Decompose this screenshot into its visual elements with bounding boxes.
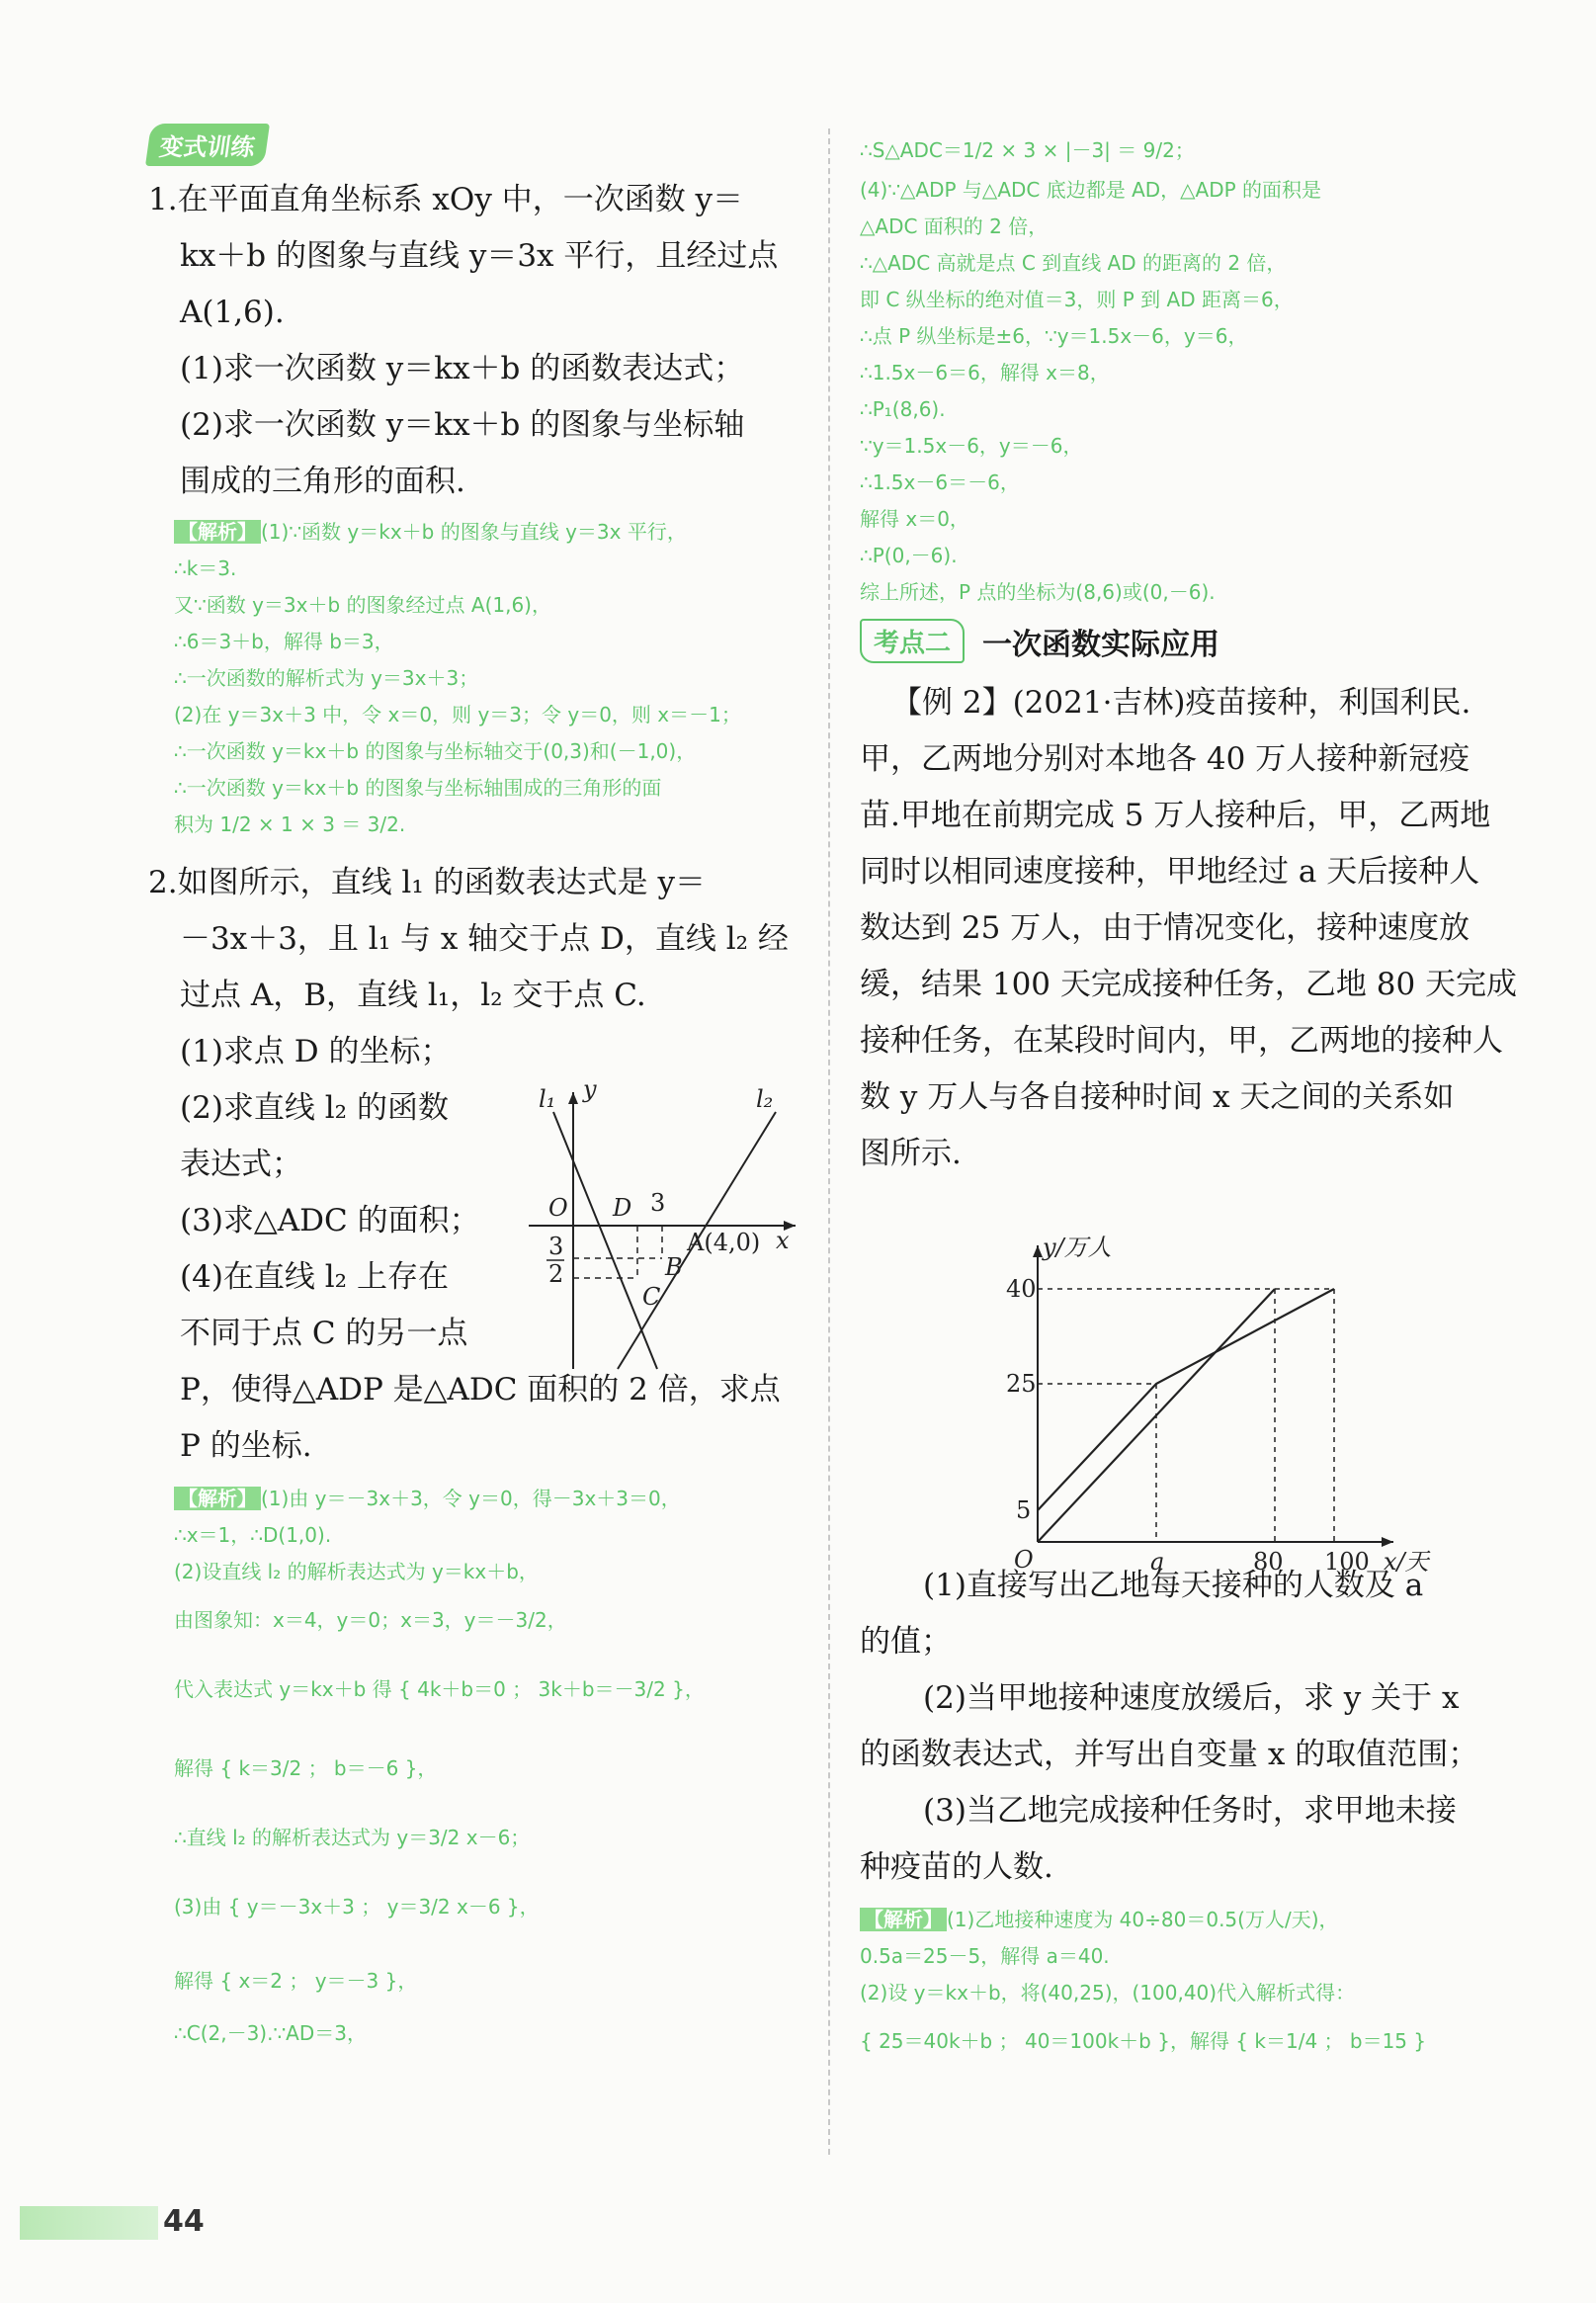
answer-line: 代入表达式 y＝kx＋b 得 { 4k＋b＝0 ； 3k＋b＝－3/2 }， xyxy=(174,1677,705,1701)
example-line: 数 y 万人与各自接种时间 x 天之间的关系如 xyxy=(860,1079,1455,1115)
label-l1: l₁ xyxy=(539,1085,556,1113)
answer-line: ∴x＝1，∴D(1,0). xyxy=(174,1523,332,1547)
q2-figure xyxy=(529,1072,825,1379)
label-o: O xyxy=(548,1194,568,1222)
x-axis-arrow xyxy=(1382,1537,1393,1547)
answer-line: ∴k＝3. xyxy=(174,556,237,580)
q1-line: A(1,6). xyxy=(180,295,285,330)
answer-line: ∴P(0,－6). xyxy=(860,544,958,567)
right-column xyxy=(860,128,1532,2071)
answer-label: 【解析】 xyxy=(174,1487,261,1510)
q2-part: (2)求直线 l₂ 的函数 xyxy=(180,1090,449,1126)
page-number: 44 xyxy=(163,2204,205,2239)
chart-xlabel: x/天 xyxy=(1384,1548,1429,1576)
question-line: (3)当乙地完成接种任务时，求甲地未接 xyxy=(923,1793,1457,1829)
answer-line: (1)由 y＝－3x＋3，令 y＝0，得－3x＋3＝0， xyxy=(261,1487,681,1510)
answer-line: ∴P₁(8,6). xyxy=(860,397,946,421)
answer-line: ∴△ADC 高就是点 C 到直线 AD 的距离的 2 倍， xyxy=(860,251,1287,275)
label-3: 3 xyxy=(650,1189,666,1217)
answer-line: 0.5a＝25－5，解得 a＝40. xyxy=(860,1944,1110,1968)
answer-line: 即 C 纵坐标的绝对值＝3，则 P 到 AD 距离＝6， xyxy=(860,288,1294,311)
answer-line: ∴C(2,－3).∵AD＝3， xyxy=(174,2021,367,2045)
label-frac-den: 2 xyxy=(548,1260,564,1288)
q2-line: P，使得△ADP 是△ADC 面积的 2 倍，求点 xyxy=(180,1372,781,1407)
answer-line: 解得 x＝0， xyxy=(860,507,969,531)
answer-line: (1)乙地接种速度为 40÷80＝0.5(万人/天)， xyxy=(947,1908,1339,1931)
answer-line: 由图象知：x＝4，y＝0；x＝3，y＝－3/2， xyxy=(174,1608,567,1632)
q2-line: P 的坐标. xyxy=(180,1428,312,1464)
example-2 xyxy=(860,675,1532,1182)
ytick-label: 40 xyxy=(1006,1275,1037,1303)
answer-label: 【解析】 xyxy=(174,520,261,544)
q1-line: 1.在平面直角坐标系 xOy 中，一次函数 y＝ xyxy=(148,182,744,217)
example-line: 甲，乙两地分别对本地各 40 万人接种新冠疫 xyxy=(860,741,1470,777)
label-d: D xyxy=(613,1194,632,1222)
example-line: 苗.甲地在前期完成 5 万人接种后，甲，乙两地 xyxy=(860,798,1491,833)
answer-line: ∴一次函数的解析式为 y＝3x＋3； xyxy=(174,666,479,690)
label-a: A(4,0) xyxy=(687,1229,761,1256)
series-line xyxy=(1038,1289,1334,1510)
chart-ylabel: y/万人 xyxy=(1043,1234,1112,1261)
column-divider xyxy=(828,128,830,2155)
question-line: 的函数表达式，并写出自变量 x 的取值范围； xyxy=(860,1737,1479,1772)
label-b: B xyxy=(665,1253,683,1281)
answer-line: ∴一次函数 y＝kx＋b 的图象与坐标轴围成的三角形的面 xyxy=(174,776,662,800)
question-line: 的值； xyxy=(860,1624,952,1660)
section-tag: 考点二 xyxy=(860,619,965,663)
q2-part: (1)求点 D 的坐标； xyxy=(180,1034,452,1069)
xtick-label: a xyxy=(1150,1548,1165,1576)
q1-line: (2)求一次函数 y＝kx＋b 的图象与坐标轴 xyxy=(180,407,745,443)
question-line: (1)直接写出乙地每天接种的人数及 a xyxy=(923,1568,1424,1603)
q2-part: 表达式； xyxy=(180,1147,302,1182)
question-line: 种疫苗的人数. xyxy=(860,1849,1053,1885)
answer-line: 积为 1/2 × 1 × 3 ＝ 3/2. xyxy=(174,812,406,836)
answer-line: 解得 { k＝3/2 ； b＝－6 }， xyxy=(174,1756,438,1780)
example-line: 数达到 25 万人，由于情况变化，接种速度放 xyxy=(860,910,1470,946)
question-line: (2)当甲地接种速度放缓后，求 y 关于 x xyxy=(923,1680,1460,1716)
answer-line: ∴1.5x－6＝－6， xyxy=(860,470,1020,494)
label-y: y xyxy=(583,1075,597,1103)
label-c: C xyxy=(642,1283,661,1311)
example-questions xyxy=(860,1558,1532,1896)
chart-origin: O xyxy=(1014,1546,1034,1574)
practice-tag: 变式训练 xyxy=(145,124,270,166)
q2-line: －3x＋3，且 l₁ 与 x 轴交于点 D，直线 l₂ 经 xyxy=(180,921,789,957)
answer-line: (2)设 y＝kx＋b，将(40,25)，(100,40)代入解析式得： xyxy=(860,1981,1356,2004)
q1-line: (1)求一次函数 y＝kx＋b 的函数表达式； xyxy=(180,351,745,386)
q1-line: 围成的三角形的面积. xyxy=(180,464,465,499)
answer-line: (4)∵△ADP 与△ADC 底边都是 AD，△ADP 的面积是 xyxy=(860,178,1322,202)
xtick-label: 100 xyxy=(1324,1548,1370,1576)
label-l2: l₂ xyxy=(756,1085,774,1113)
label-frac-num: 3 xyxy=(548,1233,564,1260)
answer-line: ∴S△ADC＝1/2 × 3 × |－3| ＝ 9/2； xyxy=(860,138,1195,162)
answer-line: 综上所述，P 点的坐标为(8,6)或(0,－6). xyxy=(860,580,1216,604)
section-title: 一次函数实际应用 xyxy=(982,627,1220,662)
answer-line: △ADC 面积的 2 倍， xyxy=(860,214,1049,238)
section-header xyxy=(860,619,1532,663)
answer-label: 【解析】 xyxy=(860,1908,947,1931)
example-line: 同时以相同速度接种，甲地经过 a 天后接种人 xyxy=(860,854,1480,890)
q1-answer xyxy=(148,514,820,843)
answer-line: (3)由 { y＝－3x＋3 ； y＝3/2 x－6 }， xyxy=(174,1895,540,1919)
question-1 xyxy=(148,172,820,510)
xtick-label: 80 xyxy=(1253,1548,1284,1576)
y-axis-arrow xyxy=(568,1092,578,1104)
answer-line: (2)在 y＝3x＋3 中，令 x＝0，则 y＝3；令 y＝0，则 x＝－1； xyxy=(174,703,741,726)
label-x: x xyxy=(776,1227,790,1254)
q2-part: 不同于点 C 的另一点 xyxy=(180,1316,468,1351)
answer-line: (1)∵函数 y＝kx＋b 的图象与直线 y＝3x 平行， xyxy=(261,520,687,544)
q2-line: 过点 A，B，直线 l₁，l₂ 交于点 C. xyxy=(180,978,646,1013)
page-number-bar xyxy=(20,2206,158,2240)
answer-line: ∵y＝1.5x－6，y＝－6， xyxy=(860,434,1083,458)
ytick-label: 5 xyxy=(1016,1496,1032,1524)
y-axis-arrow xyxy=(1033,1245,1043,1257)
example-answer xyxy=(860,1902,1532,2071)
answer-line: ∴直线 l₂ 的解析表达式为 y＝3/2 x－6； xyxy=(174,1826,531,1849)
ytick-label: 25 xyxy=(1006,1370,1037,1398)
answer-line: 解得 { x＝2 ； y＝－3 }， xyxy=(174,1969,418,1993)
answer-line: ∴1.5x－6＝6，解得 x＝8， xyxy=(860,361,1110,384)
q1-line: kx＋b 的图象与直线 y＝3x 平行，且经过点 xyxy=(180,238,779,274)
example-chart xyxy=(988,1226,1429,1581)
example-line: 【例 2】(2021·吉林)疫苗接种，利国利民. xyxy=(891,685,1471,721)
q2-answer-continued xyxy=(860,128,1532,611)
q2-line: 2.如图所示，直线 l₁ 的函数表达式是 y＝ xyxy=(148,865,706,900)
answer-line: ∴一次函数 y＝kx＋b 的图象与坐标轴交于(0,3)和(－1,0)， xyxy=(174,739,697,763)
answer-line: ∴6＝3＋b，解得 b＝3， xyxy=(174,630,394,653)
example-line: 图所示. xyxy=(860,1136,962,1171)
answer-line: (2)设直线 l₂ 的解析表达式为 y＝kx＋b， xyxy=(174,1560,539,1583)
example-line: 接种任务，在某段时间内，甲，乙两地的接种人 xyxy=(860,1023,1503,1059)
example-line: 缓，结果 100 天完成接种任务，乙地 80 天完成 xyxy=(860,967,1518,1002)
q2-answer xyxy=(148,1481,820,2052)
answer-line: { 25＝40k＋b ； 40＝100k＋b }，解得 { k＝1/4 ； b＝15 } xyxy=(860,2029,1427,2053)
q2-part: (3)求△ADC 的面积； xyxy=(180,1203,480,1238)
answer-line: 又∵函数 y＝3x＋b 的图象经过点 A(1,6)， xyxy=(174,593,551,617)
q2-part: (4)在直线 l₂ 上存在 xyxy=(180,1259,449,1295)
answer-line: ∴点 P 纵坐标是±6，∵y＝1.5x－6，y＝6， xyxy=(860,324,1248,348)
